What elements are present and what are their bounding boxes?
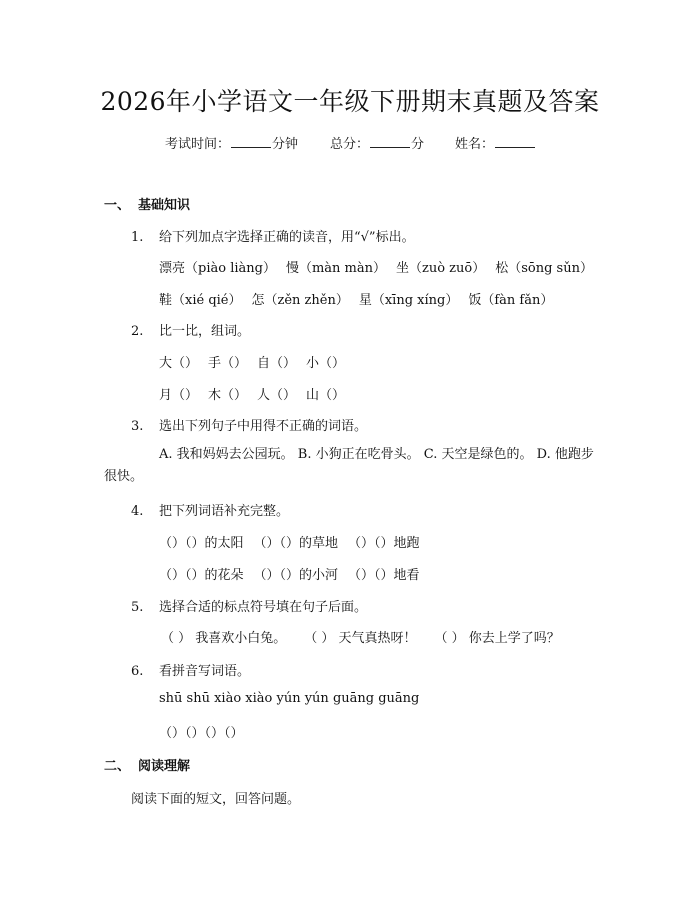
exam-time-field [165,133,298,152]
section-title: 阅读理解 [138,759,191,774]
section-title: 基础知识 [138,198,191,213]
reading-intro: 阅读下面的短文，回答问题。 [131,792,301,807]
question-2 [131,320,250,339]
question-number: 4. [131,504,144,519]
q4-row-2 [159,564,420,583]
question-text: 看拼音写词语。 [159,664,251,679]
question-5 [131,596,367,615]
word-blank: 山（） [306,388,346,403]
section-number: 一、 [104,198,131,213]
student-name-label: 姓名： [455,137,495,152]
reading-choice: 松（sōng sǔn） [495,261,593,276]
punctuation-blank: （ ） 天气真热呀！ [304,631,417,646]
word-blank: 人（） [257,388,297,403]
page-title: 2026年小学语文一年级下册期末真题及答案 [100,87,600,116]
reading-choice: 慢（màn màn） [285,261,386,276]
student-name-blank [495,135,535,148]
student-name-field [455,133,536,152]
total-score-unit: 分 [411,137,425,152]
phrase-blank: （）（）的草地 [253,536,339,551]
phrase-blank: （）（）地跑 [348,536,420,551]
q1-row-1 [159,257,593,276]
word-blank: 木（） [208,388,248,403]
section-heading-reading [104,755,190,774]
question-number: 1. [131,230,144,245]
punctuation-blank: （ ） 我喜欢小白兔。 [161,631,287,646]
word-blank: 月（） [159,388,199,403]
word-blank: 手（） [208,356,248,371]
section-heading-basics [104,194,190,213]
exam-time-unit: 分钟 [272,137,299,152]
question-number: 5. [131,600,144,615]
question-6 [131,660,250,679]
reading-choice: 怎（zěn zhěn） [251,293,349,308]
question-number: 3. [131,419,144,434]
q2-row-2 [159,384,345,403]
total-score-blank [370,135,410,148]
total-score-field [330,133,424,152]
reading-choice: 鞋（xié qié） [159,293,242,308]
question-text: 给下列加点字选择正确的读音，用“√”标出。 [159,230,415,245]
reading-choice: 坐（zuò zuō） [396,261,486,276]
word-blank: 自（） [257,356,297,371]
question-number: 6. [131,664,144,679]
total-score-label: 总分： [330,137,370,152]
phrase-blank: （）（）地看 [348,568,420,583]
exam-time-blank [231,135,271,148]
q6-blanks: （）（）（）（） [159,726,244,741]
question-text: 选出下列句子中用得不正确的词语。 [159,419,368,434]
punctuation-blank: （ ） 你去上学了吗？ [434,631,560,646]
reading-choice: 星（xīng xíng） [358,293,459,308]
phrase-blank: （）（）的太阳 [159,536,244,551]
exam-time-label: 考试时间： [165,137,231,152]
question-number: 2. [131,324,144,339]
question-1 [131,226,415,245]
q6-pinyin: shū shū xiào xiào yún yún guāng guāng [159,691,420,706]
word-blank: 小（） [306,356,346,371]
q5-row [161,627,560,646]
section-number: 二、 [104,759,131,774]
question-text: 比一比，组词。 [159,324,251,339]
question-text: 选择合适的标点符号填在句子后面。 [159,600,368,615]
word-blank: 大（） [159,356,199,371]
question-4 [131,500,289,519]
q3-options: A. 我和妈妈去公园玩。 B. 小狗正在吃骨头。 C. 天空是绿色的。 D. 他跑步很快。 [104,447,594,484]
reading-choice: 饭（fàn fǎn） [468,293,554,308]
q1-row-2 [159,289,553,308]
question-text: 把下列词语补充完整。 [159,504,290,519]
q2-row-1 [159,352,345,371]
phrase-blank: （）（）的小河 [253,568,339,583]
question-3 [131,415,367,434]
q4-row-1 [159,532,420,551]
phrase-blank: （）（）的花朵 [159,568,244,583]
reading-choice: 漂亮（piào liàng） [159,261,276,276]
